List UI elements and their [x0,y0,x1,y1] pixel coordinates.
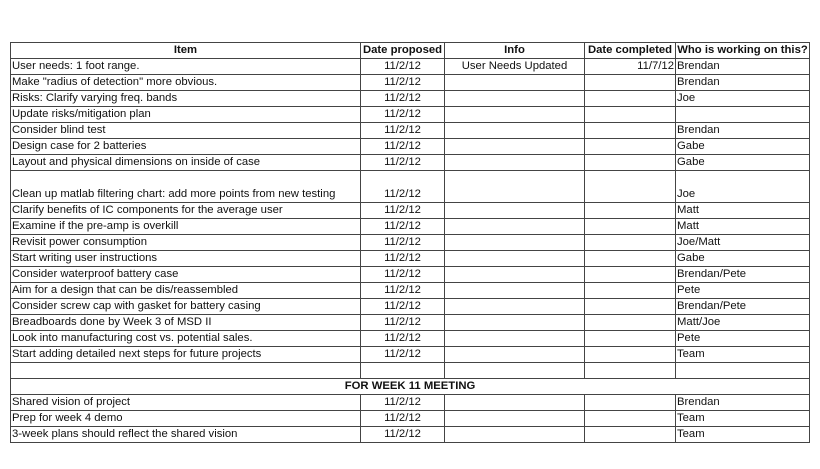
item-cell: Shared vision of project [11,395,361,411]
date-completed-cell [585,347,676,363]
date-proposed-cell: 11/2/12 [361,427,445,443]
date-proposed-cell: 11/2/12 [361,91,445,107]
item-cell: Revisit power consumption [11,235,361,251]
item-cell: Layout and physical dimensions on inside of case [11,155,361,171]
info-cell: User Needs Updated [445,59,585,75]
header-date-completed: Date completed [585,43,676,59]
info-cell [445,75,585,91]
date-proposed-cell: 11/2/12 [361,283,445,299]
date-proposed-cell: 11/2/12 [361,267,445,283]
item-cell: Examine if the pre-amp is overkill [11,219,361,235]
date-completed-cell [585,75,676,91]
info-cell [445,411,585,427]
table-row [11,59,810,75]
item-cell: Make "radius of detection" more obvious. [11,75,361,91]
who-cell: Team [676,347,810,363]
who-cell: Pete [676,283,810,299]
item-cell: Look into manufacturing cost vs. potential sales. [11,331,361,347]
who-cell: Joe/Matt [676,235,810,251]
item-cell: Aim for a design that can be dis/reassembled [11,283,361,299]
table-row [11,75,810,91]
item-cell: Update risks/mitigation plan [11,107,361,123]
item-cell: 3-week plans should reflect the shared vision [11,427,361,443]
date-completed-cell [585,219,676,235]
date-proposed-cell: 11/2/12 [361,75,445,91]
table-row [11,395,810,411]
date-completed-cell: 11/7/12 [585,59,676,75]
date-proposed-cell: 11/2/12 [361,203,445,219]
date-proposed-cell: 11/2/12 [361,59,445,75]
info-cell [445,91,585,107]
date-proposed-cell: 11/2/12 [361,395,445,411]
who-cell: Joe [676,171,810,203]
who-cell: Matt/Joe [676,315,810,331]
date-proposed-cell: 11/2/12 [361,171,445,203]
info-cell [445,251,585,267]
info-cell [445,107,585,123]
date-proposed-cell: 11/2/12 [361,347,445,363]
info-cell [445,283,585,299]
table-row [11,283,810,299]
info-cell [445,171,585,203]
header-item: Item [11,43,361,59]
table-row [11,235,810,251]
info-cell [445,395,585,411]
date-completed-cell [585,411,676,427]
date-proposed-cell: 11/2/12 [361,139,445,155]
header-info: Info [445,43,585,59]
info-cell [445,219,585,235]
info-cell [445,267,585,283]
date-completed-cell [585,91,676,107]
table-row [11,411,810,427]
date-proposed-cell: 11/2/12 [361,411,445,427]
date-completed-cell [585,315,676,331]
info-cell [445,155,585,171]
table-row [11,219,810,235]
who-cell: Matt [676,219,810,235]
date-proposed-cell: 11/2/12 [361,331,445,347]
table-row [11,267,810,283]
who-cell [676,107,810,123]
who-cell: Joe [676,91,810,107]
info-cell [445,203,585,219]
header-who: Who is working on this? [676,43,810,59]
date-completed-cell [585,283,676,299]
item-cell: Breadboards done by Week 3 of MSD II [11,315,361,331]
table-row [11,251,810,267]
date-completed-cell [585,299,676,315]
table-row [11,347,810,363]
date-completed-cell [585,171,676,203]
info-cell [445,123,585,139]
date-completed-cell [585,123,676,139]
table-row [11,171,810,203]
section-row [11,379,810,395]
who-cell: Gabe [676,251,810,267]
item-cell: Consider waterproof battery case [11,267,361,283]
who-cell: Brendan [676,395,810,411]
table-row [11,427,810,443]
table-row [11,123,810,139]
date-completed-cell [585,139,676,155]
item-cell: Clean up matlab filtering chart: add more points from new testing [11,171,361,203]
date-proposed-cell: 11/2/12 [361,299,445,315]
date-completed-cell [585,251,676,267]
item-cell: Start writing user instructions [11,251,361,267]
date-completed-cell [585,427,676,443]
table-row [11,139,810,155]
item-cell: Start adding detailed next steps for future projects [11,347,361,363]
table-row [11,91,810,107]
info-cell [445,331,585,347]
task-table [10,42,810,443]
date-proposed-cell: 11/2/12 [361,219,445,235]
who-cell: Brendan/Pete [676,299,810,315]
table-row [11,155,810,171]
info-cell [445,315,585,331]
who-cell: Team [676,427,810,443]
date-proposed-cell: 11/2/12 [361,251,445,267]
blank-cell [11,363,361,379]
date-completed-cell [585,331,676,347]
table-row [11,203,810,219]
info-cell [445,347,585,363]
blank-row [11,363,810,379]
date-completed-cell [585,203,676,219]
date-completed-cell [585,267,676,283]
header-date-proposed: Date proposed [361,43,445,59]
who-cell: Pete [676,331,810,347]
who-cell: Team [676,411,810,427]
table-row [11,331,810,347]
info-cell [445,299,585,315]
table-row [11,315,810,331]
item-cell: Prep for week 4 demo [11,411,361,427]
who-cell: Brendan [676,75,810,91]
item-cell: Consider blind test [11,123,361,139]
who-cell: Gabe [676,155,810,171]
info-cell [445,427,585,443]
date-completed-cell [585,395,676,411]
date-proposed-cell: 11/2/12 [361,315,445,331]
table-row [11,299,810,315]
info-cell [445,139,585,155]
date-completed-cell [585,235,676,251]
header-row [11,43,810,59]
date-proposed-cell: 11/2/12 [361,155,445,171]
who-cell: Brendan [676,59,810,75]
who-cell: Gabe [676,139,810,155]
date-proposed-cell: 11/2/12 [361,235,445,251]
item-cell: Design case for 2 batteries [11,139,361,155]
who-cell: Brendan/Pete [676,267,810,283]
blank-cell [445,363,585,379]
info-cell [445,235,585,251]
blank-cell [676,363,810,379]
section-title: FOR WEEK 11 MEETING [11,379,810,395]
item-cell: Risks: Clarify varying freq. bands [11,91,361,107]
date-proposed-cell: 11/2/12 [361,123,445,139]
item-cell: Clarify benefits of IC components for the average user [11,203,361,219]
who-cell: Matt [676,203,810,219]
blank-cell [361,363,445,379]
blank-cell [585,363,676,379]
date-proposed-cell: 11/2/12 [361,107,445,123]
who-cell: Brendan [676,123,810,139]
date-completed-cell [585,107,676,123]
item-cell: User needs: 1 foot range. [11,59,361,75]
table-row [11,107,810,123]
item-cell: Consider screw cap with gasket for battery casing [11,299,361,315]
date-completed-cell [585,155,676,171]
